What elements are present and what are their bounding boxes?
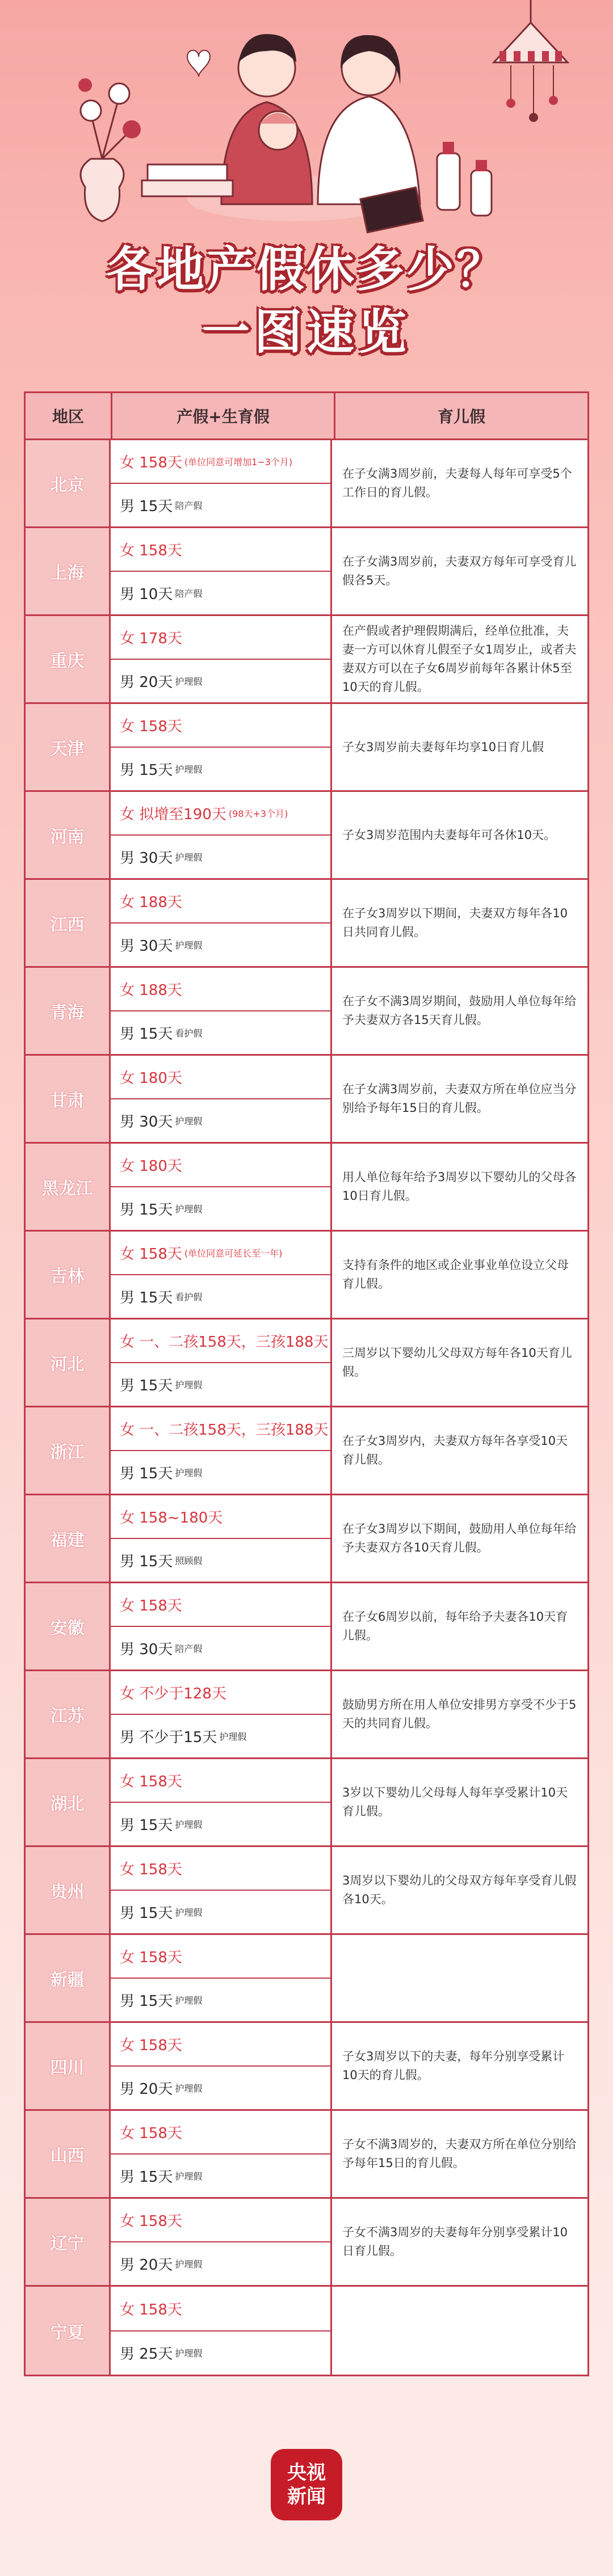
female-leave <box>111 2111 330 2155</box>
leave-cell <box>111 1847 332 1933</box>
region-cell: 贵州 <box>26 1847 111 1933</box>
female-leave-days: 女 158天 <box>120 1773 182 1790</box>
male-leave-type: 护理假 <box>175 1116 203 1127</box>
male-leave-days: 男 15天 <box>120 762 173 779</box>
region-cell: 江苏 <box>26 1671 111 1757</box>
female-leave <box>111 704 330 748</box>
male-leave-type: 护理假 <box>175 852 203 863</box>
parental-leave-cell: 三周岁以下婴幼儿父母双方每年各10天育儿假。 <box>342 1346 572 1378</box>
male-leave-days: 男 30天 <box>120 850 173 867</box>
male-leave-days: 男 20天 <box>120 2081 173 2098</box>
table-row <box>26 2199 587 2287</box>
female-leave-days: 女 158天 <box>120 2125 182 2142</box>
female-leave <box>111 1935 330 1979</box>
table-row <box>26 704 587 792</box>
heart-icon <box>187 50 210 77</box>
male-leave-days: 男 15天 <box>120 1377 173 1394</box>
region-cell: 新疆 <box>26 1935 111 2021</box>
leave-cell <box>111 2287 332 2375</box>
parental-leave-cell: 子女3周岁范围内夫妻每年可各休10天。 <box>342 828 556 842</box>
male-leave-type: 护理假 <box>175 1204 203 1215</box>
female-leave-days: 女 158~180天 <box>120 1510 223 1527</box>
region-cell: 上海 <box>26 528 111 614</box>
male-leave-type: 护理假 <box>175 2083 203 2094</box>
table-row <box>26 1847 587 1935</box>
leave-cell <box>111 1671 332 1757</box>
male-leave-type: 陪产假 <box>175 500 203 511</box>
male-leave-days: 男 30天 <box>120 938 173 955</box>
table-row <box>26 440 587 528</box>
female-leave-days: 女 158天 <box>120 2213 182 2230</box>
male-leave <box>111 1891 330 1933</box>
parental-leave-cell: 在子女3周岁内，夫妻双方每年各享受10天育儿假。 <box>342 1434 568 1466</box>
table-row <box>26 880 587 968</box>
table-row <box>26 968 587 1056</box>
male-leave <box>111 2242 330 2285</box>
table-row <box>26 1759 587 1847</box>
female-leave <box>111 1144 330 1187</box>
parental-leave-cell: 子女3周岁以下的夫妻，每年分别享受累计10天的育儿假。 <box>342 2050 565 2082</box>
table-row <box>26 1232 587 1319</box>
male-leave-days: 男 不少于15天 <box>120 1729 217 1746</box>
parental-leave-cell: 子女不满3周岁的，夫妻双方所在单位分别给予每年15日的育儿假。 <box>342 2137 577 2170</box>
table-row <box>26 1583 587 1671</box>
female-leave <box>111 968 330 1011</box>
female-leave <box>111 616 330 660</box>
male-leave <box>111 1539 330 1582</box>
region-cell: 安徽 <box>26 1583 111 1669</box>
female-leave <box>111 1407 330 1451</box>
leave-cell <box>111 2023 332 2109</box>
male-leave-days: 男 20天 <box>120 674 173 691</box>
female-leave-note: (单位同意可延长至一年) <box>184 1248 283 1259</box>
male-leave-type: 看护假 <box>175 1028 203 1039</box>
table-row <box>26 1144 587 1232</box>
male-leave-days: 男 15天 <box>120 1905 173 1922</box>
female-leave-days: 女 一、二孩158天，三孩188天 <box>120 1422 329 1439</box>
male-leave <box>111 2067 330 2109</box>
male-leave <box>111 1187 330 1230</box>
parental-leave-cell: 在子女3周岁以下期间，鼓励用人单位每年给予夫妻双方各10天育儿假。 <box>342 1522 577 1554</box>
female-leave-days: 女 158天 <box>120 2301 182 2318</box>
male-leave <box>111 660 330 702</box>
region-cell: 河北 <box>26 1319 111 1406</box>
male-leave-days: 男 15天 <box>120 498 173 515</box>
parental-leave-cell: 3周岁以下婴幼儿的父母双方每年享受育儿假各10天。 <box>342 1874 577 1906</box>
region-cell: 湖北 <box>26 1759 111 1845</box>
female-leave <box>111 528 330 572</box>
male-leave-days: 男 10天 <box>120 586 173 603</box>
leave-cell <box>111 968 332 1054</box>
female-leave-days: 女 180天 <box>120 1070 182 1087</box>
region-cell: 浙江 <box>26 1407 111 1494</box>
male-leave <box>111 1715 330 1757</box>
region-cell: 河南 <box>26 792 111 878</box>
female-leave-days: 女 158天 <box>120 454 182 471</box>
parental-leave-cell: 3岁以下婴幼儿父母每人每年享受累计10天育儿假。 <box>342 1786 568 1818</box>
region-cell: 辽宁 <box>26 2199 111 2285</box>
female-leave-note: (98天+3个月) <box>228 808 288 819</box>
female-leave-days: 女 178天 <box>120 630 182 647</box>
female-leave <box>111 2199 330 2242</box>
table-row <box>26 1671 587 1759</box>
leave-cell <box>111 880 332 966</box>
female-leave <box>111 1232 330 1275</box>
male-leave <box>111 2332 330 2375</box>
female-leave-days: 女 一、二孩158天，三孩188天 <box>120 1334 329 1351</box>
leave-cell <box>111 1407 332 1494</box>
female-leave-days: 女 158天 <box>120 1597 182 1614</box>
logo-line1: 央视 <box>287 2461 326 2484</box>
male-leave <box>111 1099 330 1142</box>
male-leave <box>111 1627 330 1669</box>
region-cell: 青海 <box>26 968 111 1054</box>
male-leave <box>111 1451 330 1494</box>
region-cell: 福建 <box>26 1495 111 1582</box>
female-leave <box>111 1847 330 1891</box>
female-leave-days: 女 158天 <box>120 1246 182 1263</box>
female-leave-days: 女 不少于128天 <box>120 1685 226 1702</box>
header-maternity: 产假+生育假 <box>112 393 335 439</box>
region-cell: 宁夏 <box>26 2287 111 2375</box>
female-leave <box>111 880 330 924</box>
parental-leave-cell: 支持有条件的地区或企业事业单位设立父母育儿假。 <box>342 1258 569 1291</box>
male-leave-type: 陪产假 <box>175 1643 203 1654</box>
leave-cell <box>111 1759 332 1845</box>
male-leave-type: 护理假 <box>175 2171 203 2182</box>
leave-cell <box>111 528 332 614</box>
female-leave <box>111 440 330 484</box>
leave-table <box>24 391 589 2376</box>
female-leave-days: 女 188天 <box>120 982 182 999</box>
leave-cell <box>111 1056 332 1142</box>
table-header <box>26 393 587 440</box>
male-leave-type: 护理假 <box>175 676 203 687</box>
region-cell: 四川 <box>26 2023 111 2109</box>
leave-cell <box>111 616 332 702</box>
male-leave-type: 护理假 <box>175 1468 203 1478</box>
cctv-news-logo <box>271 2449 342 2520</box>
parental-leave-cell: 在子女满3周岁前，夫妻双方每年可享受育儿假各5天。 <box>342 555 577 587</box>
male-leave <box>111 836 330 878</box>
male-leave <box>111 572 330 614</box>
leave-cell <box>111 792 332 878</box>
table-row <box>26 1495 587 1583</box>
female-leave-days: 女 拟增至190天 <box>120 806 226 823</box>
male-leave-days: 男 15天 <box>120 1201 173 1219</box>
female-leave-days: 女 188天 <box>120 894 182 911</box>
table-row <box>26 1319 587 1407</box>
female-leave-note: (单位同意可增加1~3个月) <box>184 457 293 467</box>
male-leave-type: 护理假 <box>175 1907 203 1918</box>
logo-line2: 新闻 <box>287 2485 326 2508</box>
table-row <box>26 2111 587 2199</box>
male-leave-days: 男 15天 <box>120 1026 173 1043</box>
female-leave <box>111 2023 330 2067</box>
page-title: 各地产假休多少？ <box>106 242 506 297</box>
male-leave <box>111 924 330 966</box>
region-cell: 黑龙江 <box>26 1144 111 1230</box>
male-leave-type: 护理假 <box>175 1380 203 1390</box>
hanging-lamp-icon <box>494 0 568 122</box>
parental-leave-cell: 在子女3周岁以下期间，夫妻双方每年各10日共同育儿假。 <box>342 907 568 939</box>
male-leave-days: 男 15天 <box>120 1289 173 1306</box>
leave-cell <box>111 704 332 790</box>
parental-leave-cell <box>332 1935 587 2021</box>
region-cell: 天津 <box>26 704 111 790</box>
male-leave-days: 男 25天 <box>120 2346 173 2363</box>
male-leave <box>111 484 330 526</box>
male-leave <box>111 1275 330 1318</box>
female-leave <box>111 1319 330 1363</box>
female-leave <box>111 1583 330 1627</box>
flower-vase-icon <box>78 78 141 221</box>
table-row <box>26 1935 587 2023</box>
female-leave <box>111 1495 330 1539</box>
table-row <box>26 2287 587 2375</box>
parental-leave-cell: 在子女满3周岁前，夫妻每人每年可享受5个工作日的育儿假。 <box>342 467 572 499</box>
header-region: 地区 <box>26 393 112 439</box>
male-leave-days: 男 15天 <box>120 1465 173 1482</box>
male-leave <box>111 748 330 790</box>
male-leave-type: 护理假 <box>175 940 203 951</box>
leave-cell <box>111 1495 332 1582</box>
parental-leave-cell <box>332 2287 587 2375</box>
baby-bottle-icon <box>437 142 492 216</box>
male-leave-type: 陪产假 <box>175 588 203 599</box>
female-leave <box>111 2287 330 2332</box>
parental-leave-cell: 在子女满3周岁前，夫妻双方所在单位应当分别给予每年15日的育儿假。 <box>342 1082 577 1115</box>
male-leave-type: 护理假 <box>175 1995 203 2006</box>
female-leave-days: 女 158天 <box>120 2037 182 2054</box>
region-cell: 北京 <box>26 440 111 526</box>
male-leave-days: 男 15天 <box>120 1553 173 1570</box>
table-row <box>26 528 587 616</box>
leave-cell <box>111 2199 332 2285</box>
male-leave-type: 看护假 <box>175 1292 203 1302</box>
table-row <box>26 2023 587 2111</box>
region-cell: 重庆 <box>26 616 111 702</box>
parental-leave-cell: 子女不满3周岁的夫妻每年分别享受累计10日育儿假。 <box>342 2225 568 2258</box>
parental-leave-cell: 子女3周岁前夫妻每年均享10日育儿假 <box>342 740 544 754</box>
table-body <box>26 440 587 2375</box>
female-leave-days: 女 158天 <box>120 1861 182 1878</box>
title-block <box>0 238 613 363</box>
male-leave-type: 护理假 <box>175 2348 203 2359</box>
male-leave <box>111 2155 330 2197</box>
region-cell: 山西 <box>26 2111 111 2197</box>
leave-cell <box>111 1583 332 1669</box>
parental-leave-cell: 在子女6周岁以前，每年给予夫妻各10天育儿假。 <box>342 1610 568 1642</box>
leave-cell <box>111 2111 332 2197</box>
region-cell: 江西 <box>26 880 111 966</box>
male-leave-days: 男 30天 <box>120 1114 173 1131</box>
table-row <box>26 616 587 704</box>
male-leave-type: 护理假 <box>175 2259 203 2270</box>
female-leave <box>111 1759 330 1803</box>
header-illustration <box>0 0 613 250</box>
female-leave <box>111 792 330 836</box>
table-row <box>26 792 587 880</box>
female-leave <box>111 1671 330 1715</box>
parental-leave-cell: 在子女不满3周岁期间，鼓励用人单位每年给予夫妻双方各15天育儿假。 <box>342 994 577 1027</box>
region-cell: 甘肃 <box>26 1056 111 1142</box>
male-leave-days: 男 15天 <box>120 1993 173 2010</box>
female-leave-days: 女 158天 <box>120 1949 182 1966</box>
region-cell: 吉林 <box>26 1232 111 1318</box>
male-leave <box>111 1803 330 1845</box>
male-leave <box>111 1363 330 1406</box>
male-leave-days: 男 20天 <box>120 2257 173 2274</box>
female-leave-days: 女 158天 <box>120 542 182 559</box>
leave-cell <box>111 1232 332 1318</box>
page-subtitle: 一图速览 <box>201 304 411 360</box>
male-leave-type: 护理假 <box>175 764 203 775</box>
parental-leave-cell: 用人单位每年给予3周岁以下婴幼儿的父母各10日育儿假。 <box>342 1170 577 1203</box>
leave-cell <box>111 1319 332 1406</box>
male-leave-days: 男 15天 <box>120 2169 173 2186</box>
male-leave <box>111 1011 330 1054</box>
leave-cell <box>111 440 332 526</box>
parental-leave-cell: 在产假或者护理假期满后，经单位批准，夫妻一方可以休育儿假至子女1周岁止，或者夫妻双方可以在子女6周岁前每年各累计休5至10天的育儿假。 <box>342 624 577 694</box>
male-leave-type: 护理假 <box>175 1819 203 1830</box>
leave-cell <box>111 1144 332 1230</box>
header-parental: 育儿假 <box>437 407 485 426</box>
male-leave-days: 男 30天 <box>120 1641 173 1658</box>
leave-cell <box>111 1935 332 2021</box>
male-leave-type: 照顾假 <box>175 1555 203 1566</box>
female-leave-days: 女 158天 <box>120 718 182 735</box>
male-leave <box>111 1979 330 2021</box>
male-leave-days: 男 15天 <box>120 1817 173 1834</box>
male-leave-type: 护理假 <box>219 1731 247 1742</box>
female-leave <box>111 1056 330 1099</box>
table-row <box>26 1407 587 1495</box>
female-leave-days: 女 180天 <box>120 1158 182 1175</box>
table-row <box>26 1056 587 1144</box>
parental-leave-cell: 鼓励男方所在用人单位安排男方享受不少于5天的共同育儿假。 <box>342 1698 577 1730</box>
